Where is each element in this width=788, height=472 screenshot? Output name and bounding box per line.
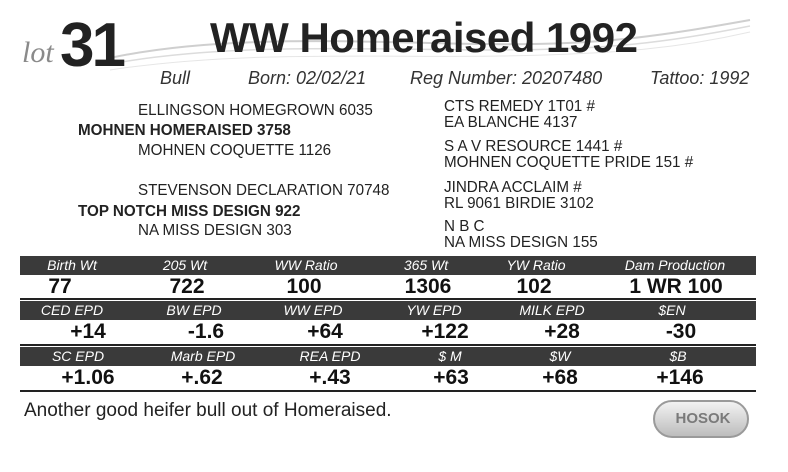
stat-header: 365 Wt [403,257,449,273]
pedigree-sire-sire: ELLINGSON HOMEGROWN 6035 [138,102,373,119]
stat-value: +68 [542,366,578,389]
pedigree-dam-sire: STEVENSON DECLARATION 70748 [138,182,390,199]
stat-header: 205 Wt [162,257,208,273]
stat-header: $B [669,348,687,364]
stat-value: +146 [656,366,704,389]
pedigree-sire: MOHNEN HOMERAISED 3758 [78,122,291,139]
pedigree-dam-dam: NA MISS DESIGN 303 [138,222,292,239]
pedigree-ancestor-3: S A V RESOURCE 1441 # [444,138,623,155]
pedigree-ancestor-5: JINDRA ACCLAIM # [444,179,582,196]
stat-header: $EN [658,302,686,318]
breeder-logo [653,400,749,438]
stat-header: CED EPD [40,302,104,318]
stat-header: YW EPD [406,302,462,318]
birth-date: Born: 02/02/21 [248,68,367,88]
stat-value: 102 [516,275,552,298]
breeder-logo-text: HOSOK [675,410,731,427]
stat-header: BW EPD [166,302,222,318]
registration-number: Reg Number: 20207480 [410,68,603,88]
pedigree-ancestor-8: NA MISS DESIGN 155 [444,234,598,251]
stat-value: +.62 [181,366,223,389]
stat-header: REA EPD [299,348,361,364]
stat-value: 1 WR 100 [629,275,723,298]
pedigree-ancestor-1: CTS REMEDY 1T01 # [444,98,595,115]
lot-number: 31 [60,11,123,80]
pedigree-ancestor-2: EA BLANCHE 4137 [444,114,578,131]
stat-value: 77 [48,275,72,298]
stat-value: -30 [665,320,697,343]
pedigree-ancestor-7: N B C [444,218,485,235]
pedigree-ancestor-4: MOHNEN COQUETTE PRIDE 151 # [444,154,694,171]
stat-header: MILK EPD [519,302,585,318]
stat-value: +64 [307,320,343,343]
lot-label: lot [22,36,54,69]
stat-value: 100 [286,275,322,298]
stat-header: Dam Production [624,257,726,273]
stat-header: $ M [438,348,462,364]
animal-name-title: WW Homeraised 1992 [210,14,638,61]
stat-header: Marb EPD [170,348,236,364]
stat-header: WW Ratio [274,257,338,273]
stat-value: +1.06 [61,366,115,389]
stat-header: Birth Wt [47,257,97,273]
stat-header: WW EPD [283,302,343,318]
stat-value: 1306 [404,275,452,298]
stats-row-divider [20,390,756,392]
pedigree-sire-dam: MOHNEN COQUETTE 1126 [138,142,332,159]
stat-header: YW Ratio [506,257,566,273]
tattoo: Tattoo: 1992 [650,68,750,88]
stat-value: 722 [169,275,205,298]
stat-header: SC EPD [51,348,105,364]
stat-value: +.43 [309,366,351,389]
stat-value: -1.6 [187,320,225,343]
stat-value: +14 [70,320,106,343]
pedigree-dam: TOP NOTCH MISS DESIGN 922 [78,203,301,220]
stats-row-divider [20,344,756,346]
pedigree-ancestor-6: RL 9061 BIRDIE 3102 [444,195,594,212]
stat-value: +63 [433,366,469,389]
stat-value: +28 [544,320,580,343]
animal-type: Bull [160,68,191,88]
lot-comment: Another good heifer bull out of Homeraised. [24,400,392,421]
stat-header: $W [549,348,571,364]
stat-value: +122 [421,320,469,343]
